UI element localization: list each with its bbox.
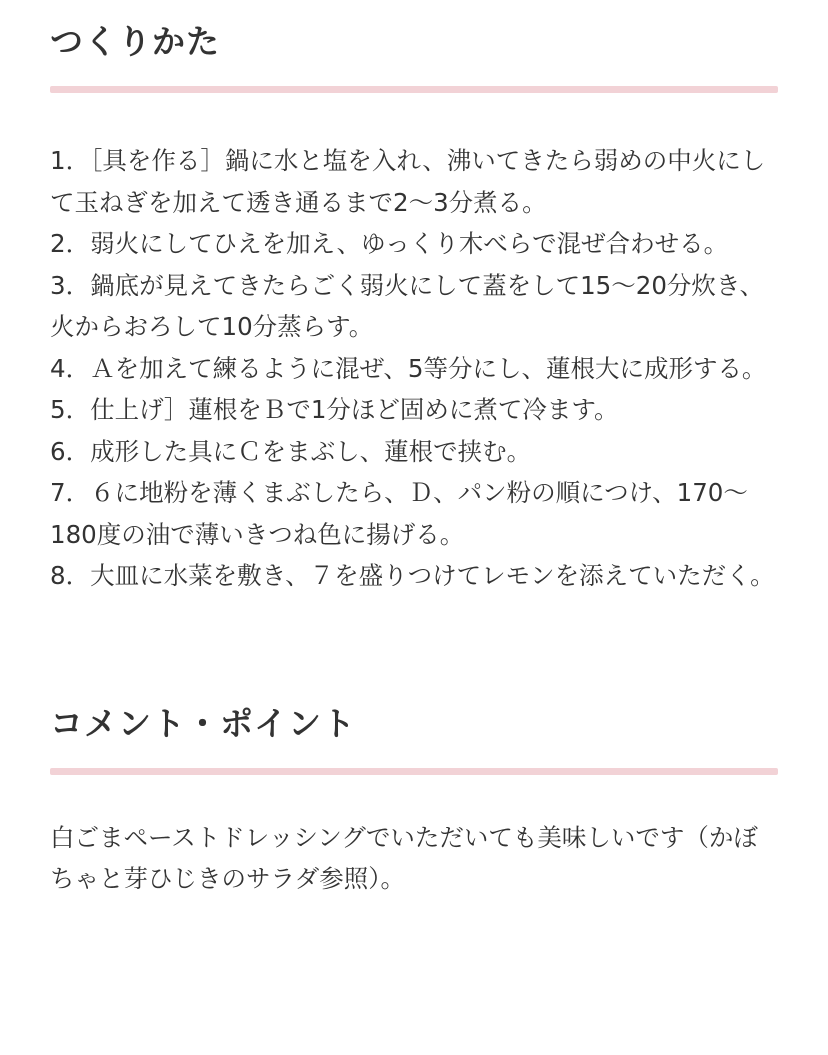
steps-section-title: つくりかた — [50, 22, 220, 61]
step-item-2: 2．弱火にしてひえを加え、ゆっくり木べらで混ぜ合わせる。 — [50, 229, 729, 258]
steps-list — [50, 140, 778, 597]
step-item-5: 5．仕上げ］蓮根をＢで1分ほど固めに煮て冷ます。 — [50, 395, 619, 424]
comment-section-title: コメント・ポイント — [50, 703, 356, 743]
comment-text: 白ごまペーストドレッシングでいただいても美味しいです（かぼちゃと芽ひじきのサラダ参照）。 — [50, 822, 758, 893]
comment-title-divider — [50, 768, 778, 775]
step-item-4: 4．Ａを加えて練るように混ぜ、5等分にし、蓮根大に成形する。 — [50, 353, 767, 383]
step-item-7: 7．６に地粉を薄くまぶしたら、Ｄ、パン粉の順につけ、170〜180度の油で薄いきつね色に揚げる。 — [50, 478, 748, 549]
step-item-8: 8．大皿に水菜を敷き、７を盛りつけてレモンを添えていただく。 — [50, 561, 775, 590]
step-item-1: 1．［具を作る］鍋に水と塩を入れ、沸いてきたら弱めの中火にして玉ねぎを加えて透き通るまで2〜3分煮る。 — [50, 146, 766, 217]
steps-title-divider — [50, 86, 778, 93]
step-item-6: 6．成形した具にＣをまぶし、蓮根で挟む。 — [50, 436, 532, 466]
step-item-3: 3．鍋底が見えてきたらごく弱火にして蓋をして15〜20分炊き、火からおろして10分蒸らす。 — [50, 270, 764, 341]
